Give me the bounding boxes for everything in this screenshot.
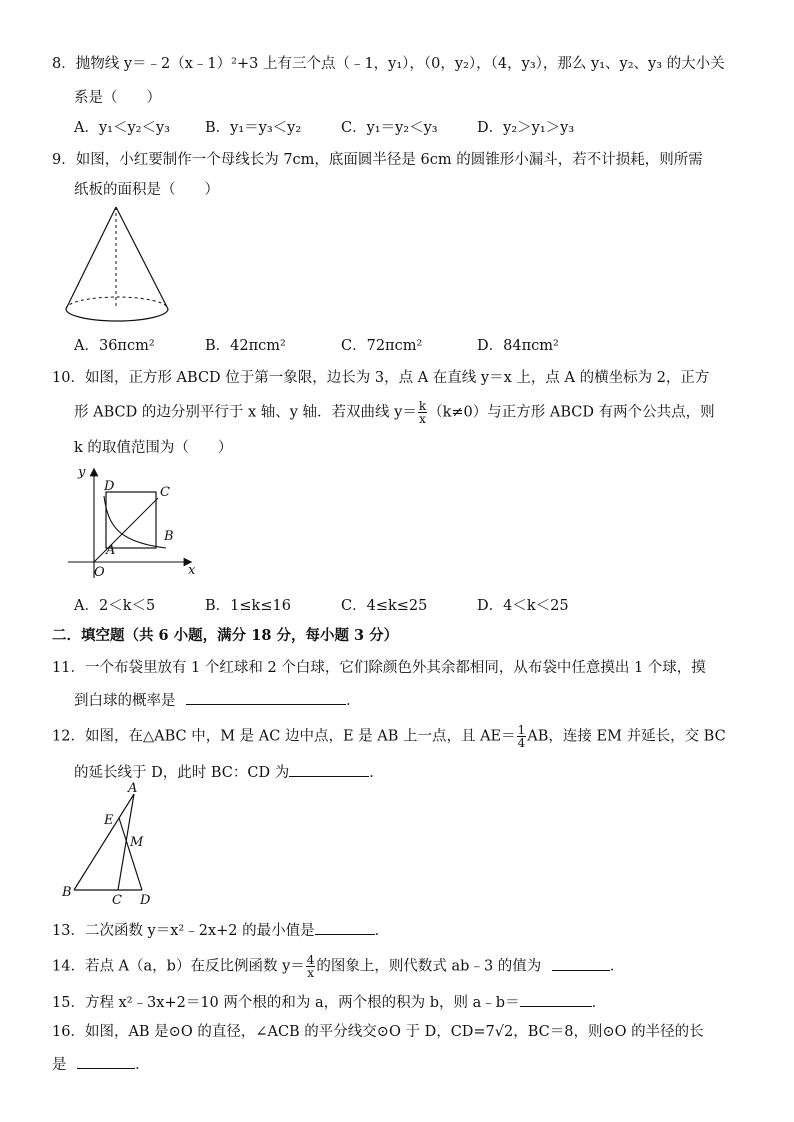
q9-option-b: B．42πcm² <box>205 338 286 354</box>
q10-stem-line2 <box>74 400 715 425</box>
q15-stem <box>52 992 606 1013</box>
q13-end: ． <box>374 923 390 939</box>
q10-option-b: B．1≤k≤16 <box>205 598 291 614</box>
q16-line2-text: 是 <box>52 1057 67 1073</box>
q10-fraction-k-over-x <box>418 400 427 425</box>
q8-option-b: B．y₁＝y₃＜y₂ <box>205 120 302 136</box>
q12-label-a: A <box>128 781 138 796</box>
q8-stem-line1: 8．抛物线 y＝﹣2（x﹣1）²+3 上有三个点（﹣1，y₁），（0，y₂），（4，y₃），那么 y₁、y₂、y₃ 的大小关 <box>52 56 725 72</box>
q10-label-b: B <box>164 529 174 544</box>
q12-fraction-1-over-4 <box>517 724 527 749</box>
q12-triangle-figure <box>58 781 168 908</box>
cone-base-front <box>66 309 168 321</box>
q14-stem <box>52 954 624 979</box>
q11-stem-line1: 11．一个布袋里放有 1 个红球和 2 个白球，它们除颜色外其余都相同，从布袋中任意摸出 1 个球，摸 <box>52 660 706 676</box>
q14-fraction-den: x <box>307 966 314 980</box>
q9-stem-line2: 纸板的面积是（ ） <box>74 182 219 198</box>
q10-option-d: D．4＜k＜25 <box>477 598 569 614</box>
q12-answer-blank[interactable] <box>289 762 369 777</box>
q10-label-y: y <box>78 465 86 480</box>
q12-line1-start: 12．如图，在△ABC 中，M 是 AC 边中点，E 是 AB 上一点，且 AE＝ <box>52 728 516 745</box>
q16-answer-blank[interactable] <box>77 1054 135 1069</box>
cone-base-back <box>66 297 168 309</box>
q8-option-c: C．y₁＝y₂＜y₃ <box>341 120 438 136</box>
q10-stem-line1: 10．如图，正方形 ABCD 位于第一象限，边长为 3，点 A 在直线 y＝x 上，点 A 的横坐标为 2，正方 <box>52 370 710 386</box>
q11-end: ． <box>346 693 361 709</box>
q9-option-d: D．84πcm² <box>477 338 559 354</box>
q11-stem-line2 <box>74 690 361 711</box>
cone-right-edge <box>116 207 168 309</box>
q9-stem-line1: 9．如图，小红要制作一个母线长为 7cm，底面圆半径是 6cm 的圆锥形小漏斗，若不计损耗，则所需 <box>52 152 703 168</box>
q12-fraction-num: 1 <box>517 723 526 737</box>
q10-option-a: A．2＜k＜5 <box>74 598 156 614</box>
q12-stem-line2 <box>74 762 384 783</box>
q10-label-a: A <box>106 543 116 558</box>
q12-label-c: C <box>112 893 122 908</box>
q14-fraction-4-over-x <box>306 954 316 979</box>
q8-option-a: A．y₁＜y₂＜y₃ <box>74 120 170 136</box>
q13-text: 13．二次函数 y＝x²﹣2x+2 的最小值是 <box>52 923 315 939</box>
q16-end: ． <box>135 1057 150 1073</box>
q10-label-c: C <box>160 485 170 500</box>
q12-fraction-den: 4 <box>517 736 526 750</box>
q15-text: 15．方程 x²﹣3x+2＝10 两个根的和为 a，两个根的积为 b，则 a﹣b＝ <box>52 995 520 1011</box>
q14-answer-blank[interactable] <box>552 956 610 971</box>
q11-answer-blank[interactable] <box>186 690 346 705</box>
q10-line-y-equals-x <box>94 498 158 562</box>
q10-hyperbola <box>104 496 166 548</box>
q12-segment-ed <box>119 818 142 890</box>
q10-square-figure <box>62 460 202 585</box>
q15-end: ． <box>591 995 607 1011</box>
q16-stem-line1: 16．如图，AB 是⊙O 的直径，∠ACB 的平分线交⊙O 于 D，CD=7√2，BC＝8，则⊙O 的半径的长 <box>52 1024 704 1040</box>
q14-text-start: 14．若点 A（a，b）在反比例函数 y＝ <box>52 958 305 975</box>
q11-line2-text: 到白球的概率是 <box>74 693 176 709</box>
q10-fraction-den: x <box>419 412 426 426</box>
q12-stem-line1 <box>52 724 726 749</box>
q10-line2-end: （k≠0）与正方形 ABCD 有两个公共点，则 <box>428 404 715 421</box>
q12-end: ． <box>369 765 384 781</box>
q8-stem-line2: 系是（ ） <box>74 90 161 106</box>
q10-label-o: O <box>94 565 105 580</box>
q9-option-c: C．72πcm² <box>341 338 423 354</box>
q10-line2-start: 形 ABCD 的边分别平行于 x 轴、y 轴．若双曲线 y＝ <box>74 404 417 421</box>
q10-label-x: x <box>188 563 196 578</box>
q13-stem <box>52 920 389 941</box>
q10-stem-line3: k 的取值范围为（ ） <box>74 440 233 456</box>
q8-option-d: D．y₂＞y₁＞y₃ <box>477 120 575 136</box>
q14-text-end: 的图象上，则代数式 ab﹣3 的值为 <box>316 958 542 975</box>
q10-fraction-num: k <box>418 399 427 413</box>
q12-label-m: M <box>130 835 144 850</box>
q10-option-c: C．4≤k≤25 <box>341 598 428 614</box>
q10-label-d: D <box>104 479 115 494</box>
q9-cone-figure <box>60 205 180 330</box>
q14-fraction-num: 4 <box>306 953 315 967</box>
q12-line2-text: 的延长线于 D，此时 BC：CD 为 <box>74 765 290 781</box>
q15-answer-blank[interactable] <box>520 992 592 1007</box>
q13-answer-blank[interactable] <box>315 920 375 935</box>
q9-option-a: A．36πcm² <box>74 338 155 354</box>
q16-stem-line2 <box>52 1054 150 1075</box>
q14-end: ． <box>609 958 625 975</box>
q12-label-e: E <box>104 813 114 828</box>
section-2-heading: 二．填空题（共 6 小题，满分 18 分，每小题 3 分） <box>52 627 399 644</box>
q12-label-b: B <box>62 885 72 900</box>
q12-label-d: D <box>140 893 151 908</box>
q12-line1-end: AB，连接 EM 并延长，交 BC <box>527 728 726 745</box>
cone-left-edge <box>66 207 116 309</box>
q12-side-ab <box>74 794 134 890</box>
